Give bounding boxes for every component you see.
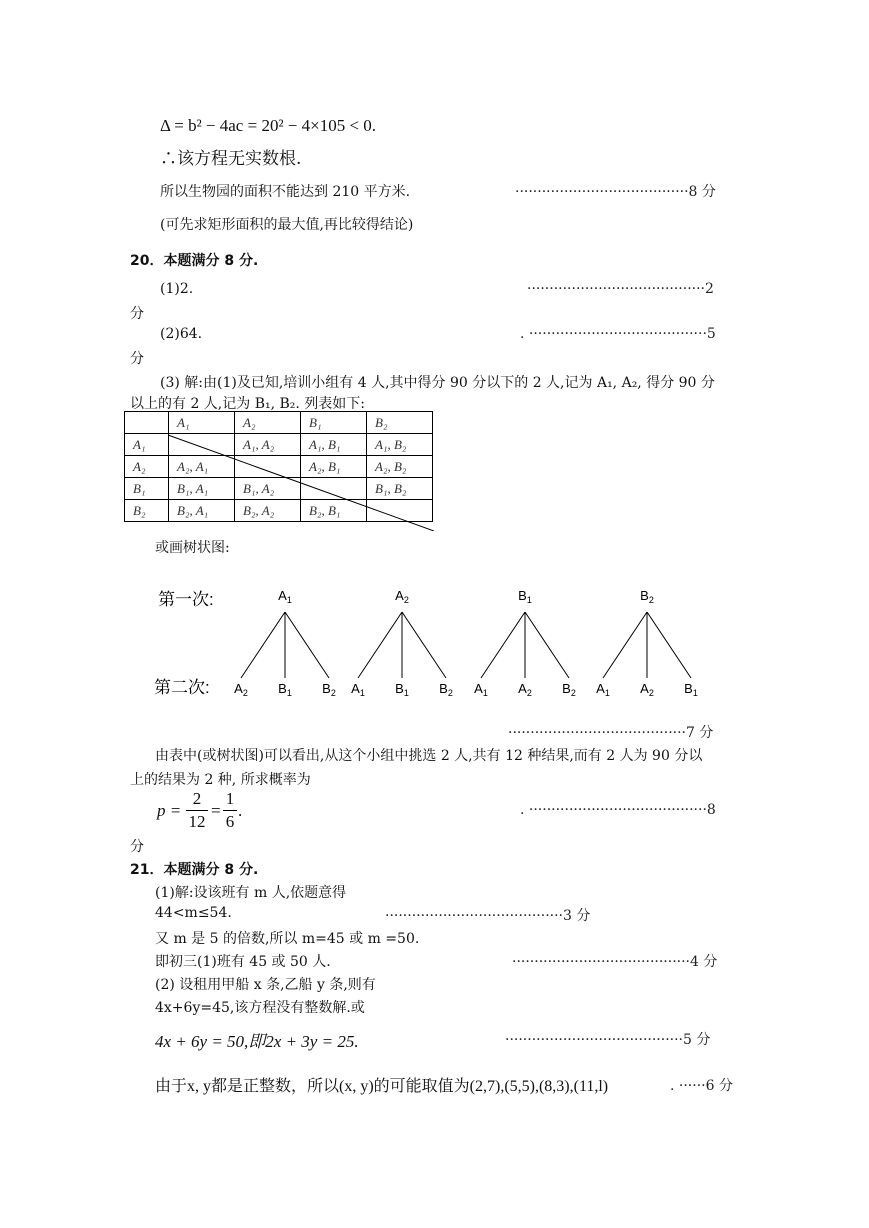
discriminant-formula: Δ = b² − 4ac = 20² − 4×105 < 0.: [160, 116, 377, 135]
table-cell: B₁, A₂: [235, 478, 301, 500]
q21-line8-dots: . ······6 分: [670, 1078, 733, 1094]
tree-leaf-label: $B_2$: [322, 681, 336, 698]
tree-root-label: $A_2$: [395, 588, 409, 605]
q21-line8: 由于x, y都是正整数，所以(x, y)的可能取值为(2,7),(5,5),(8,3),(11,l): [155, 1078, 609, 1095]
no-real-roots-text: ∴该方程无实数根.: [160, 149, 302, 169]
q20-part2-fen: 分: [130, 351, 144, 367]
table-cell: A₂, B₂: [367, 456, 433, 478]
q21-line4: 即初三(1)班有 45 或 50 人.: [155, 954, 331, 970]
table-header-cell: B₂: [367, 412, 433, 434]
fraction-1-6: 1 6: [223, 789, 237, 832]
q20-part3-line2: 以上的有 2 人,记为 B₁, B₂. 列表如下:: [130, 396, 366, 412]
q20-heading: 20．本题满分 8 分.: [130, 253, 259, 269]
tree-dots: ········································7 分: [508, 725, 714, 741]
tree-branch: [241, 612, 285, 678]
tree-leaf-label: $B_2$: [562, 681, 576, 698]
tree-leaf-label: $A_2$: [518, 681, 532, 698]
tree-leaf-label: $A_2$: [640, 681, 654, 698]
prob-end: .: [238, 801, 243, 820]
table-header-cell: A₁: [169, 412, 235, 434]
fraction-2-12: 2 12: [186, 789, 208, 832]
table-diagonal: [124, 411, 434, 531]
table-row-label: B₁: [125, 478, 169, 500]
tree-leaf-label: $B_1$: [684, 681, 698, 698]
q21-line1: (1)解:设该班有 m 人,依题意得: [155, 885, 347, 901]
tree-intro: 或画树状图:: [155, 540, 230, 556]
note-text: (可先求矩形面积的最大值,再比较得结论): [160, 217, 414, 233]
tree-branch: [481, 612, 525, 678]
tree-root-label: $B_2$: [640, 588, 654, 605]
q20-part1-fen: 分: [130, 306, 144, 322]
table-cell: B₂, A₂: [235, 500, 301, 522]
table-cell: B₁, B₂: [367, 478, 433, 500]
table-row-label: A₂: [125, 456, 169, 478]
q20-part3-line1: (3) 解:由(1)及已知,培训小组有 4 人,其中得分 90 分以下的 2 人,记为 A₁, A₂, 得分 90 分: [160, 375, 715, 391]
tree-diagram: [150, 580, 710, 710]
table-header-cell: B₁: [301, 412, 367, 434]
prob-lhs: p =: [157, 801, 182, 820]
q20-part1: (1)2.: [160, 281, 194, 297]
q20-part2-dots: . ········································5: [520, 326, 716, 342]
result-line1: 由表中(或树状图)可以看出,从这个小组中挑选 2 人,共有 12 种结果,而有 2 人为 90 分以: [155, 748, 703, 764]
tree-leaf-label: $B_1$: [278, 681, 292, 698]
q20-part1-dots: ········································2: [527, 281, 714, 297]
prob-dots: . ········································8: [520, 802, 716, 818]
tree-branch: [647, 612, 691, 678]
q20-part2: (2)64.: [160, 326, 203, 342]
tree-leaf-label: $B_2$: [439, 681, 453, 698]
q21-line2-dots: ········································3 分: [385, 908, 591, 924]
tree-branch: [525, 612, 569, 678]
q21-line5: (2) 设租用甲船 x 条,乙船 y 条,则有: [155, 977, 376, 993]
tree-branch: [603, 612, 647, 678]
table-cell: B₂, A₁: [169, 500, 235, 522]
table-row-label: A₁: [125, 434, 169, 456]
prob-fen: 分: [130, 839, 144, 855]
table-cell: A₁, B₂: [367, 434, 433, 456]
q21-line7: 4x + 6y = 50,即2x + 3y = 25.: [155, 1032, 359, 1051]
tree-branch: [402, 612, 446, 678]
table-cell: A₂, B₁: [301, 456, 367, 478]
tree-first-label: 第一次:: [158, 590, 214, 609]
table-cell: B₂, B₁: [301, 500, 367, 522]
score-dots-8: ·······································8 分: [515, 184, 716, 200]
tree-leaf-label: $A_2$: [234, 681, 248, 698]
tree-second-label: 第二次:: [154, 678, 210, 697]
tree-root-label: $B_1$: [518, 588, 532, 605]
tree-branch: [358, 612, 402, 678]
tree-leaf-label: $A_1$: [474, 681, 488, 698]
q21-line6: 4x+6y=45,该方程没有整数解.或: [155, 1000, 365, 1016]
q21-line7-dots: ········································5 分: [505, 1032, 711, 1048]
q21-line3: 又 m 是 5 的倍数,所以 m=45 或 m =50.: [155, 931, 420, 947]
table-cell: A₂, A₁: [169, 456, 235, 478]
tree-leaf-label: $B_1$: [395, 681, 409, 698]
prob-eq: =: [211, 801, 221, 820]
q21-line4-dots: ········································4 分: [512, 954, 718, 970]
table-header-cell: A₂: [235, 412, 301, 434]
q21-line2: 44<m≤54.: [155, 905, 232, 921]
result-line2: 上的结果为 2 种, 所求概率为: [130, 772, 311, 788]
conclusion-text: 所以生物园的面积不能达到 210 平方米.: [160, 184, 411, 200]
table-row-label: B₂: [125, 500, 169, 522]
table-cell: B₁, A₁: [169, 478, 235, 500]
table-cell: A₁, B₁: [301, 434, 367, 456]
tree-branch: [285, 612, 329, 678]
tree-leaf-label: $A_1$: [351, 681, 365, 698]
tree-root-label: $A_1$: [278, 588, 292, 605]
q21-heading: 21．本题满分 8 分.: [130, 862, 259, 878]
tree-leaf-label: $A_1$: [596, 681, 610, 698]
table-cell: A₁, A₂: [235, 434, 301, 456]
